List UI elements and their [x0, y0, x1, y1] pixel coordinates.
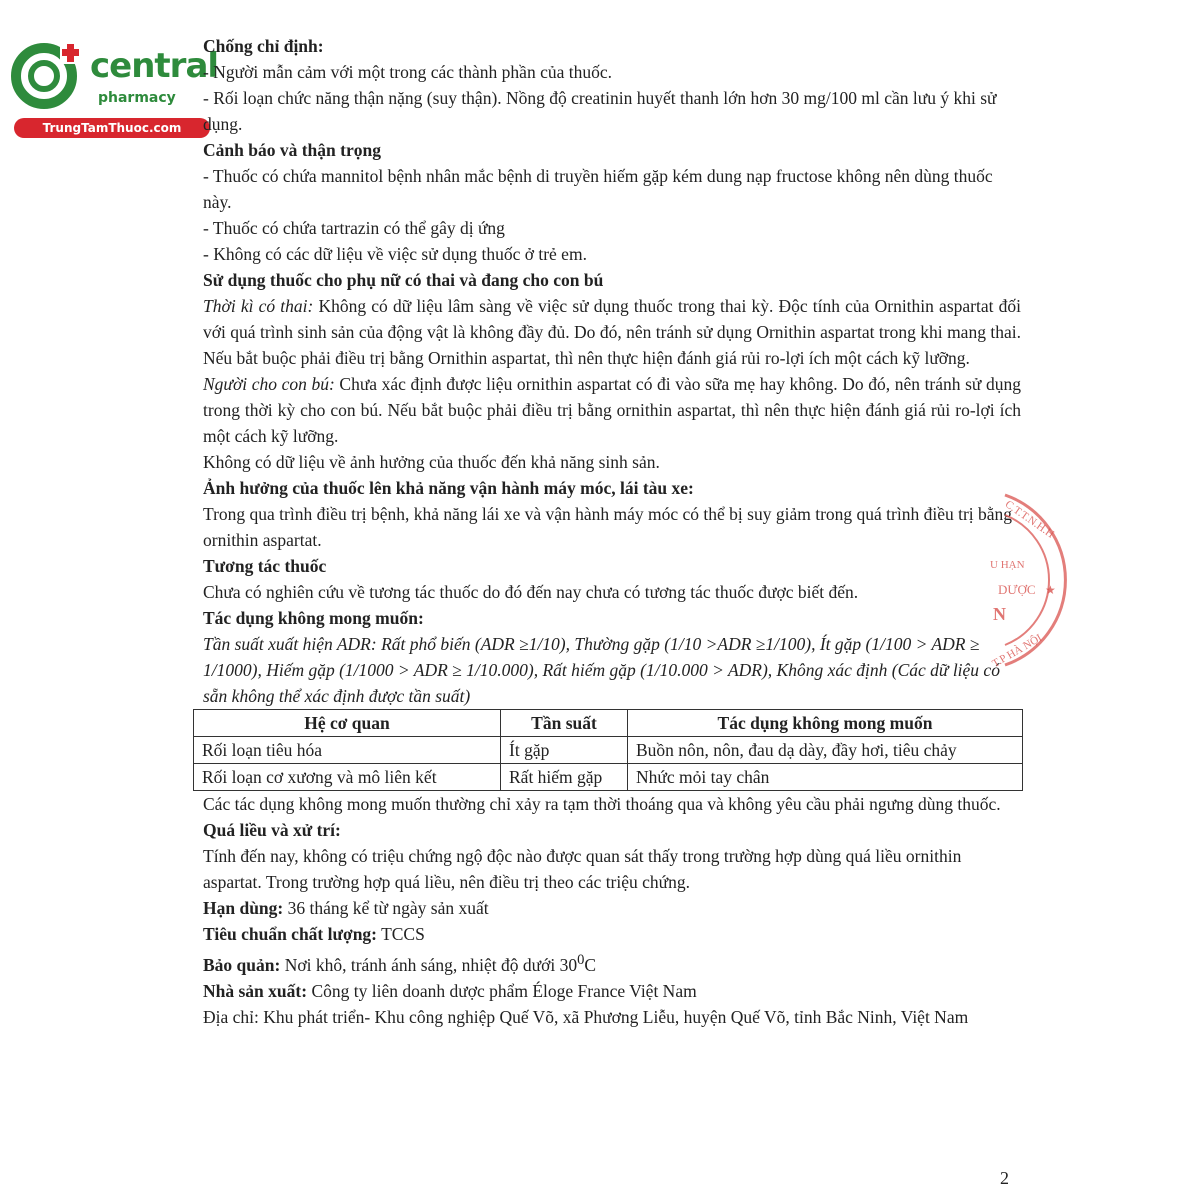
- shelf-life-value: 36 tháng kể từ ngày sản xuất: [283, 898, 489, 918]
- table-header: Hệ cơ quan: [194, 710, 501, 737]
- table-header: Tần suất: [501, 710, 628, 737]
- manufacturer: [203, 978, 1021, 1004]
- table-cell: Nhức mỏi tay chân: [628, 764, 1023, 791]
- logo-brand: central: [90, 46, 219, 86]
- document-body: [203, 33, 1021, 1030]
- manufacturer-label: Nhà sản xuất:: [203, 980, 308, 1001]
- pregnancy-label: Thời kì có thai:: [203, 296, 314, 316]
- lactation-label: Người cho con bú:: [203, 374, 335, 394]
- stamp-text-line: T.P HÀ NỘI: [990, 632, 1045, 670]
- shelf-life-label: Hạn dùng:: [203, 898, 284, 918]
- warning-line: - Thuốc có chứa tartrazin có thể gây dị ứng: [203, 218, 505, 238]
- interactions-heading: Tương tác thuốc: [203, 556, 327, 576]
- storage-value: Nơi khô, tránh ánh sáng, nhiệt độ dưới 30: [280, 954, 578, 975]
- stamp-text-line: DƯỢC: [998, 582, 1036, 597]
- stamp-star-icon: ★: [1045, 583, 1056, 597]
- warnings-heading: Cảnh báo và thận trọng: [203, 140, 381, 160]
- overdose-heading: Quá liều và xử trí:: [203, 820, 341, 840]
- stamp-text-line: N: [993, 604, 1006, 624]
- logo-sub: pharmacy: [98, 90, 176, 106]
- contraindication-line: - Người mẫn cảm với một trong các thành phần của thuốc.: [203, 62, 612, 82]
- storage-label: Bảo quản:: [203, 954, 281, 975]
- driving-text: Trong qua trình điều trị bệnh, khả năng lái xe và vận hành máy móc có thể bị suy giảm trong quá trình điều trị bằng ornithin aspartat.: [203, 504, 1013, 550]
- warning-line: - Không có các dữ liệu về việc sử dụng thuốc ở trẻ em.: [203, 244, 587, 264]
- table-cell: Rối loạn cơ xương và mô liên kết: [194, 764, 501, 791]
- pregnancy-paragraph: [203, 293, 1021, 371]
- contraindications-heading: Chống chỉ định:: [203, 36, 324, 56]
- adverse-heading: Tác dụng không mong muốn:: [203, 608, 424, 628]
- storage-sup: 0: [577, 952, 585, 968]
- lactation-text: Chưa xác định được liệu ornithin aspartat có đi vào sữa mẹ hay không. Do đó, nên tránh sử dụng trong thời kỳ cho con bú. Nếu bắt buộc phải điều trị bằng ornithin aspartat, thì nên thực hiện đánh giá rủi ro-lợi ích một cách kỹ lưỡng.: [203, 374, 1022, 446]
- shelf-life: [203, 895, 1021, 921]
- table-cell: Rất hiếm gặp: [501, 764, 628, 791]
- standard-label: Tiêu chuẩn chất lượng:: [203, 924, 378, 944]
- manufacturer-value: Công ty liên doanh dược phẩm Éloge France Việt Nam: [307, 980, 697, 1001]
- adverse-after-text: Các tác dụng không mong muốn thường chỉ xảy ra tạm thời thoáng qua và không yêu cầu phải ngưng dùng thuốc.: [203, 794, 1001, 814]
- table-cell: Rối loạn tiêu hóa: [194, 737, 501, 764]
- fertility-text: Không có dữ liệu về ảnh hưởng của thuốc đến khả năng sinh sản.: [203, 452, 660, 472]
- logo-url[interactable]: TrungTamThuoc.com: [14, 118, 210, 138]
- central-pharmacy-logo: [10, 36, 219, 136]
- stamp-text-line: C.T.T.N.H.H: [1002, 498, 1057, 541]
- table-row: [194, 737, 1023, 764]
- logo-mark-icon: [10, 38, 84, 112]
- table-row: [194, 764, 1023, 791]
- table-cell: Buồn nôn, nôn, đau dạ dày, đầy hơi, tiêu chảy: [628, 737, 1023, 764]
- frequency-note: Tần suất xuất hiện ADR: Rất phổ biến (ADR ≥1/10), Thường gặp (1/10 >ADR ≥1/100), Ít gặp (1/100 > ADR ≥ 1/1000), Hiếm gặp (1/1000 > ADR ≥ 1/10.000), Rất hiếm gặp (1/10.000 > ADR), Không xác định (Các dữ liệu có sẵn không thể xác định được tần suất): [203, 634, 1000, 706]
- table-cell: Ít gặp: [501, 737, 628, 764]
- lactation-paragraph: [203, 371, 1021, 449]
- pregnancy-text: Không có dữ liệu lâm sàng về việc sử dụng thuốc trong thai kỳ. Độc tính của Ornithin aspartat đối với quá trình sinh sản của động vật là không đầy đủ. Do đó, nên tránh sử dụng Ornithin aspartat trong khi mang thai. Nếu bắt buộc phải điều trị bằng Ornithin aspartat, thì nên thực hiện đánh giá rủi ro-lợi ích một cách kỹ lưỡng.: [203, 296, 1021, 368]
- table-header-row: [194, 710, 1023, 737]
- standard-value: TCCS: [377, 924, 425, 944]
- storage-unit: C: [584, 954, 597, 975]
- storage: [203, 947, 1021, 978]
- address: Địa chỉ: Khu phát triển- Khu công nghiệp Quế Võ, xã Phương Liễu, huyện Quế Võ, tỉnh Bắc Ninh, Việt Nam: [203, 1006, 969, 1027]
- pregnancy-heading: Sử dụng thuốc cho phụ nữ có thai và đang cho con bú: [203, 270, 604, 290]
- table-header: Tác dụng không mong muốn: [628, 710, 1023, 737]
- stamp-text-line: U HẠN: [990, 559, 1025, 571]
- page-number: 2: [1000, 1168, 1009, 1188]
- warning-line: - Thuốc có chứa mannitol bệnh nhân mắc bệnh di truyền hiếm gặp kém dung nạp fructose không nên dùng thuốc này.: [203, 166, 993, 212]
- interactions-text: Chưa có nghiên cứu về tương tác thuốc do đó đến nay chưa có tương tác thuốc được biết đến.: [203, 582, 859, 602]
- quality-standard: [203, 921, 1021, 947]
- contraindication-line: - Rối loạn chức năng thận nặng (suy thận). Nồng độ creatinin huyết thanh lớn hơn 30 mg/100 ml cần lưu ý khi sử dụng.: [203, 88, 997, 134]
- company-stamp: [965, 490, 1105, 670]
- overdose-text: Tính đến nay, không có triệu chứng ngộ độc nào được quan sát thấy trong trường hợp dùng quá liều ornithin aspartat. Trong trường hợp quá liều, nên điều trị theo các triệu chứng.: [203, 846, 962, 892]
- driving-heading: Ảnh hưởng của thuốc lên khả năng vận hành máy móc, lái tàu xe:: [203, 478, 694, 498]
- adverse-effects-table: [193, 709, 1023, 791]
